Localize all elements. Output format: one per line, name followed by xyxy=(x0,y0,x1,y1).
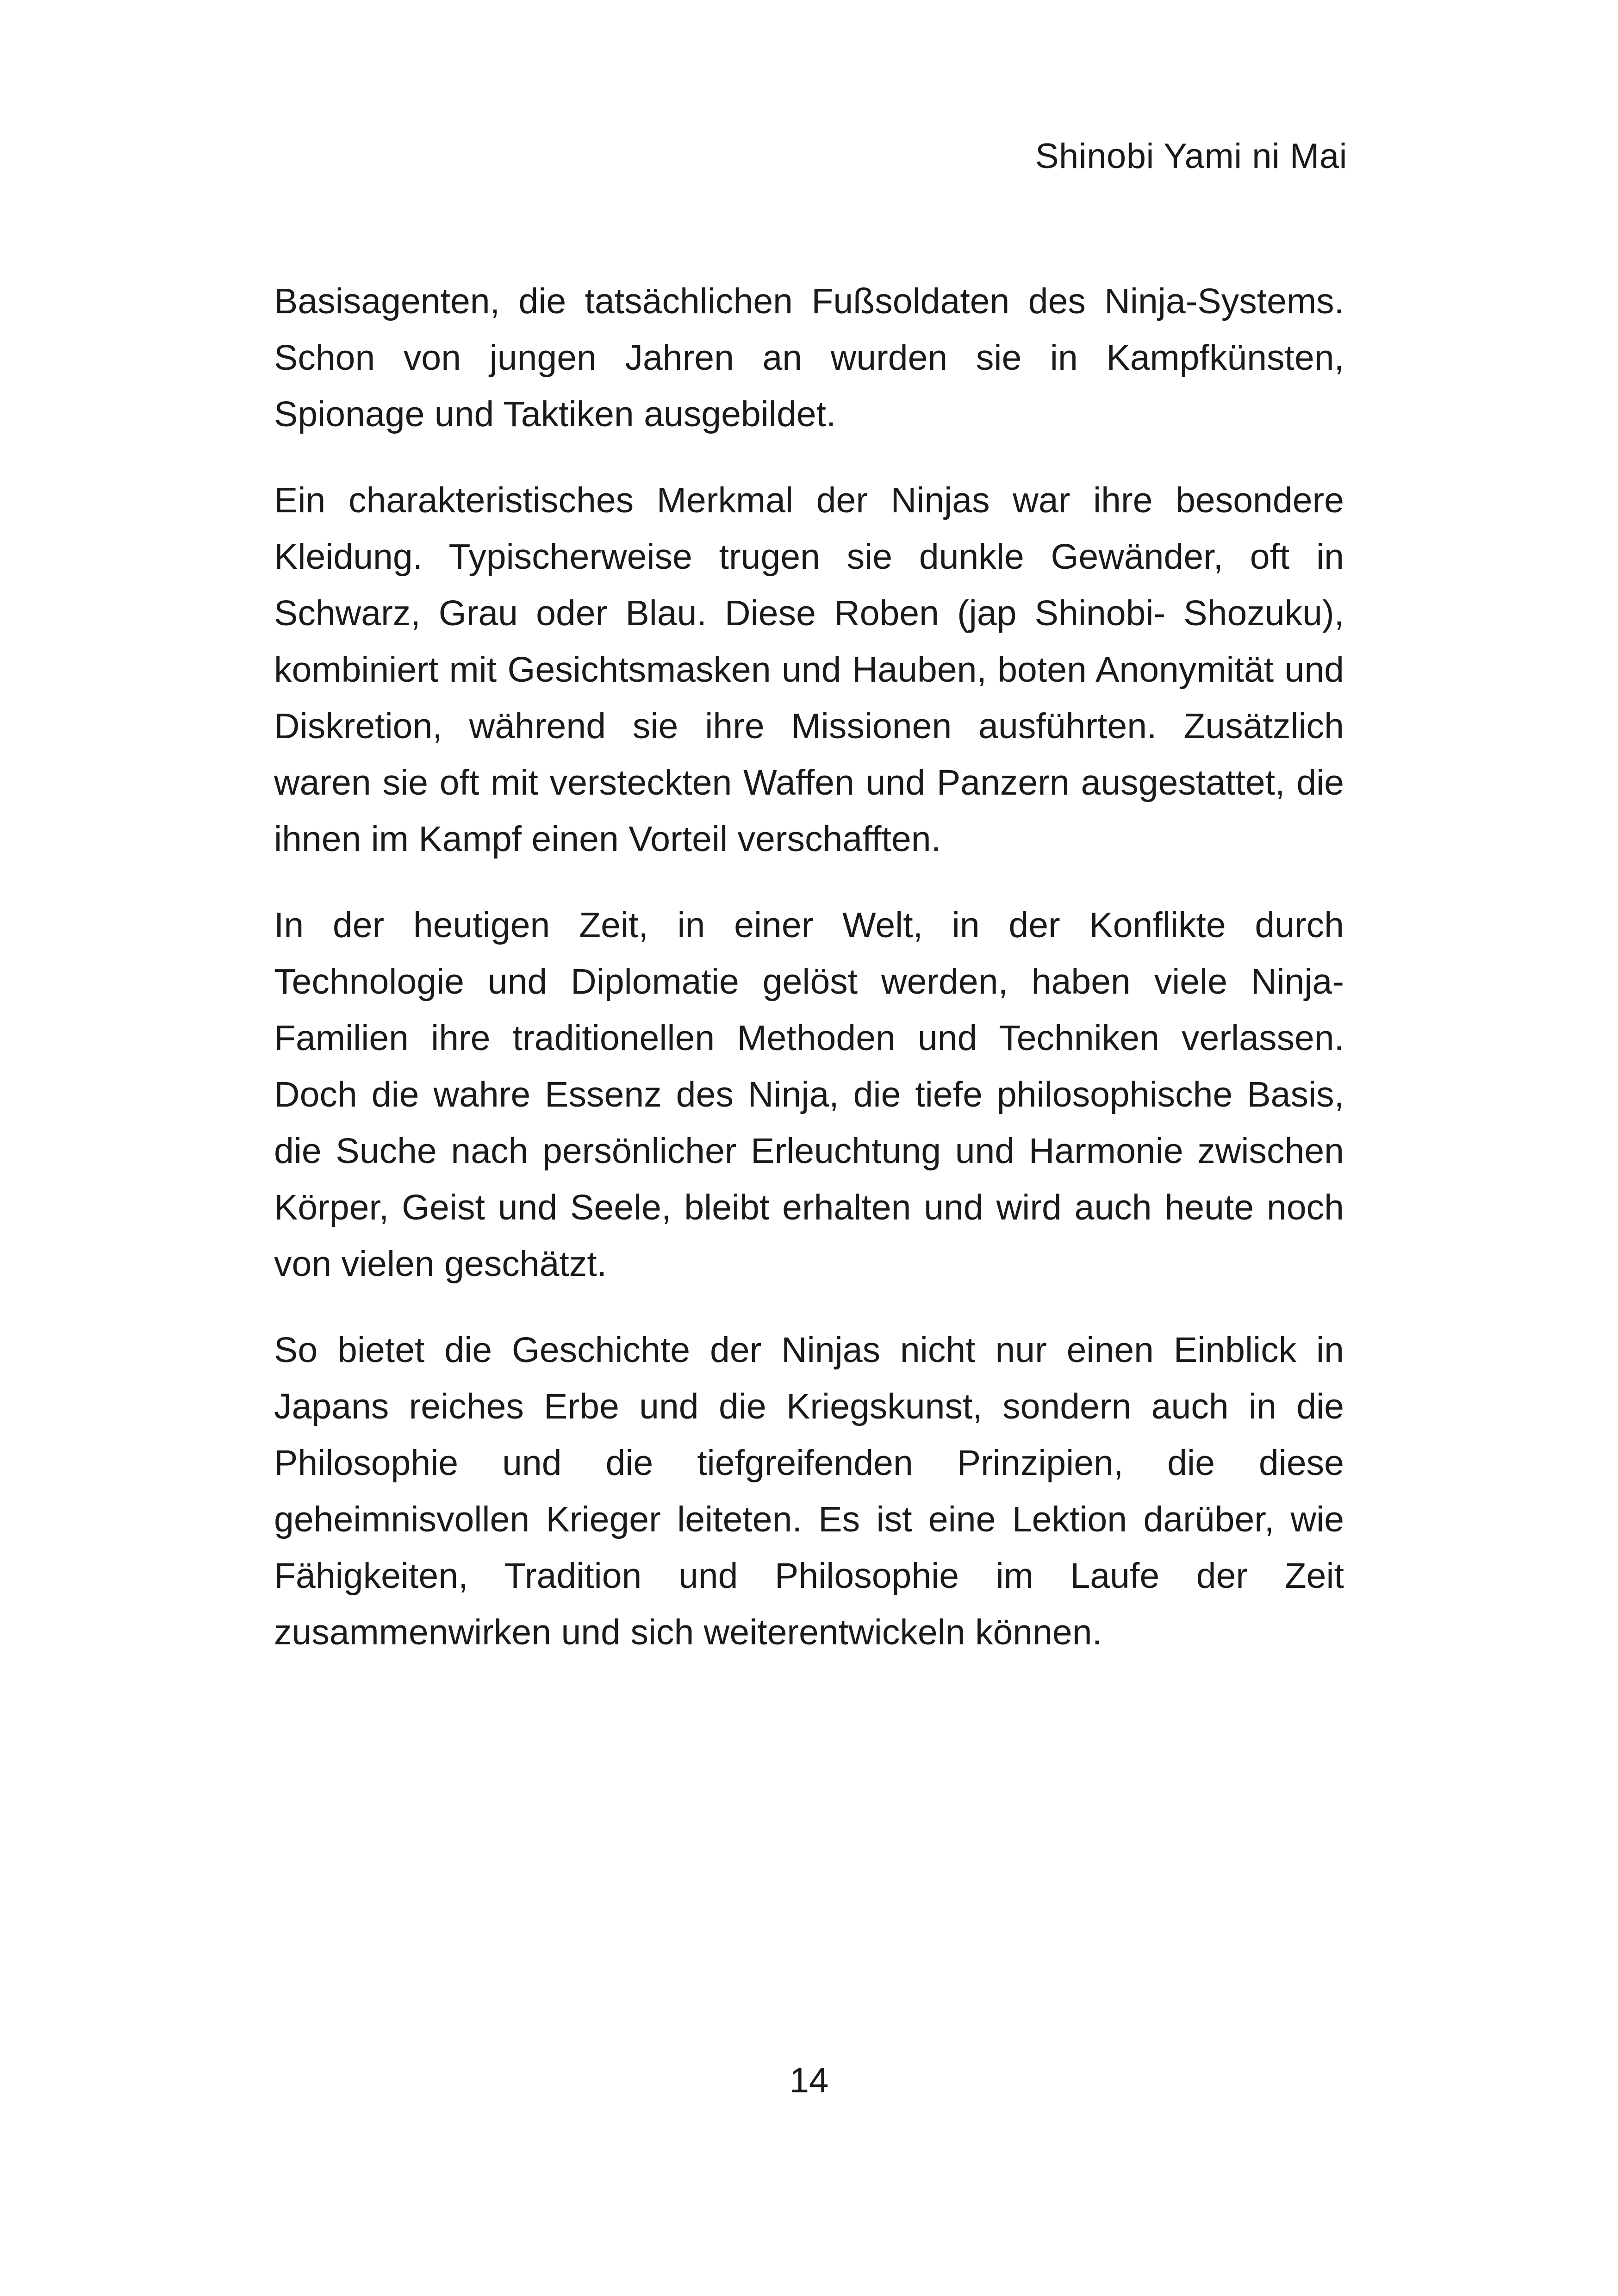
paragraph-1: Basisagenten, die tatsächlichen Fußsoldaten des Ninja-Systems. Schon von jungen Jahren an wurden sie in Kampfkünsten, Spionage und Taktiken ausgebildet. xyxy=(274,281,1344,434)
page-number: 14 xyxy=(789,2061,829,2100)
body-text xyxy=(274,273,1344,1690)
paragraph-3: In der heutigen Zeit, in einer Welt, in der Konflikte durch Technologie und Diplomatie gelöst werden, haben viele Ninja-Familien ihre traditionellen Methoden und Techniken verlassen. Doch die wahre Essenz des Ninja, die tiefe philosophische Basis, die Suche nach persönlicher Erleuchtung und Harmonie zwischen Körper, Geist und Seele, bleibt erhalten und wird auch heute noch von vielen geschätzt. xyxy=(274,905,1344,1284)
paragraph-4: So bietet die Geschichte der Ninjas nicht nur einen Einblick in Japans reiches Erbe und die Kriegskunst, sondern auch in die Philosophie und die tiefgreifenden Prinzipien, die diese geheimnisvollen Krieger leiteten. Es ist eine Lektion darüber, wie Fähigkeiten, Tradition und Philosophie im Laufe der Zeit zusammenwirken und sich weiterentwickeln können. xyxy=(274,1330,1344,1652)
running-header-title: Shinobi Yami ni Mai xyxy=(1035,137,1347,176)
paragraph-2: Ein charakteristisches Merkmal der Ninjas war ihre besondere Kleidung. Typischerweise trugen sie dunkle Gewänder, oft in Schwarz, Grau oder Blau. Diese Roben (jap Shinobi- Shozuku), kombiniert mit Gesichtsmasken und Hauben, boten Anonymität und Diskretion, während sie ihre Missionen ausführten. Zusätzlich waren sie oft mit versteckten Waffen und Panzern ausgestattet, die ihnen im Kampf einen Vorteil verschafften. xyxy=(274,480,1344,859)
